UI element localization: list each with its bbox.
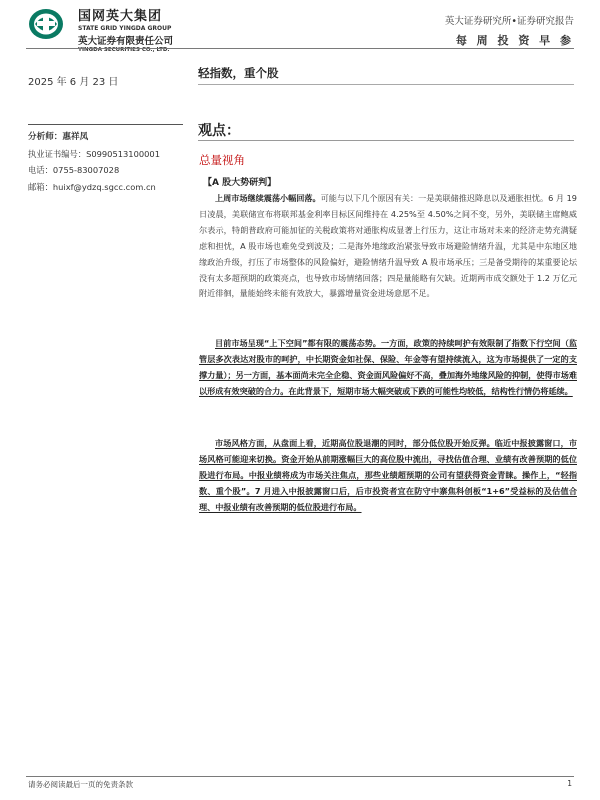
paragraph-lead: 上周市场继续震荡小幅回落。: [215, 193, 321, 203]
title-divider: [198, 84, 574, 85]
analyst-cert: 执业证书编号：S0990513100001: [28, 148, 160, 159]
page-number: 1: [567, 779, 572, 788]
report-source: 英大证券研究所•证券研究报告: [444, 16, 574, 27]
report-title: 轻指数，重个股: [198, 66, 279, 80]
section-heading: 总量视角: [199, 153, 245, 167]
footer-disclaimer: 请务必阅读最后一页的免责条款: [28, 780, 133, 789]
report-header: [445, 13, 574, 48]
topic-tag: 【A 股大势研判】: [203, 178, 277, 188]
report-date: 2025 年 6 月 23 日: [28, 77, 119, 88]
viewpoint-divider: [198, 140, 574, 141]
analyst-name: 分析师：惠祥凤: [28, 132, 89, 142]
footer-divider: [26, 776, 574, 777]
header-divider: [26, 48, 574, 49]
subsidiary-name-en: YINGDA SECURITIES CO., LTD.: [78, 47, 170, 53]
paragraph-market-outlook: 目前市场呈现“上下空间”都有限的震荡态势。一方面，政策的持续呵护有效限制了指数下行空间（监管层多次表达对股市的呵护，中长期资金如社保、保险、年金等有望持续流入，这为市场提供了一定的支撑力量）；另一方面，基本面尚未完全企稳、资金面风险偏好不高，叠加海外地缘风险的抑制，使得市场难以形成有效突破的合力。在此背景下，短期市场大幅突破或下跌的可能性均较低，结构性行情仍将延续。: [199, 338, 577, 396]
paragraph-body: 可能与以下几个原因有关：一是美联储推迟降息以及通胀担忧。6 月 19 日凌晨，美联储宣布将联邦基金利率目标区间维持在 4.25%至 4.50%之间不变，另外，美联储主席鲍威尔表示，特朗普政府可能加征的关税政策将对通胀构成显著上行压力，这让市场对未来的经济走势充满疑虑和担忧，A 股市场也难免受到波及；二是海外地缘政治紧张导致市场避险情绪升温，尤其是中东地区地缘政治升级，打压了市场整体的风险偏好，避险情绪升温导致 A 股市场承压；三是备受期待的某重要论坛没有太多超预期的政策亮点，也导致市场情绪回落；四是量能略有欠缺。近期两市成交额处于 1.2 万亿元附近徘徊，量能始终未能有效放大，暴露增量资金进场意愿不足。: [199, 193, 577, 299]
analyst-info: [28, 129, 160, 195]
subsidiary-name-cn: 英大证券有限责任公司: [78, 36, 174, 47]
company-block: [78, 5, 173, 53]
paragraph-market-style: 市场风格方面，从盘面上看，近期高位股退潮的同时，部分低位股开始反弹。临近中报披露窗口，市场风格可能迎来切换。资金开始从前期涨幅巨大的高位股中流出，寻找估值合理、业绩有改善预期的低位股进行布局。中报业绩将成为市场关注焦点，那些业绩超预期的公司有望获得资金青睐。操作上，“轻指数、重个股”。7 月进入中报披露窗口后，后市投资者宜在防守中寨焦科创板“1+6”受益标的及估值合理、中报业绩有改善预期的低位股进行布局。: [199, 438, 577, 512]
paragraph-market-review: [199, 191, 577, 302]
analyst-email[interactable]: 邮箱：huixf@ydzq.sgcc.com.cn: [28, 181, 156, 192]
report-series: 每 周 投 资 早 参: [455, 34, 574, 47]
company-name-en: STATE GRID YINGDA GROUP: [78, 25, 172, 32]
company-logo: [26, 6, 72, 42]
company-name-cn: 国网英大集团: [78, 9, 163, 24]
viewpoint-heading: 观点：: [198, 123, 240, 139]
analyst-phone: 电话：0755-83007028: [28, 165, 120, 175]
analyst-divider: [28, 124, 183, 125]
